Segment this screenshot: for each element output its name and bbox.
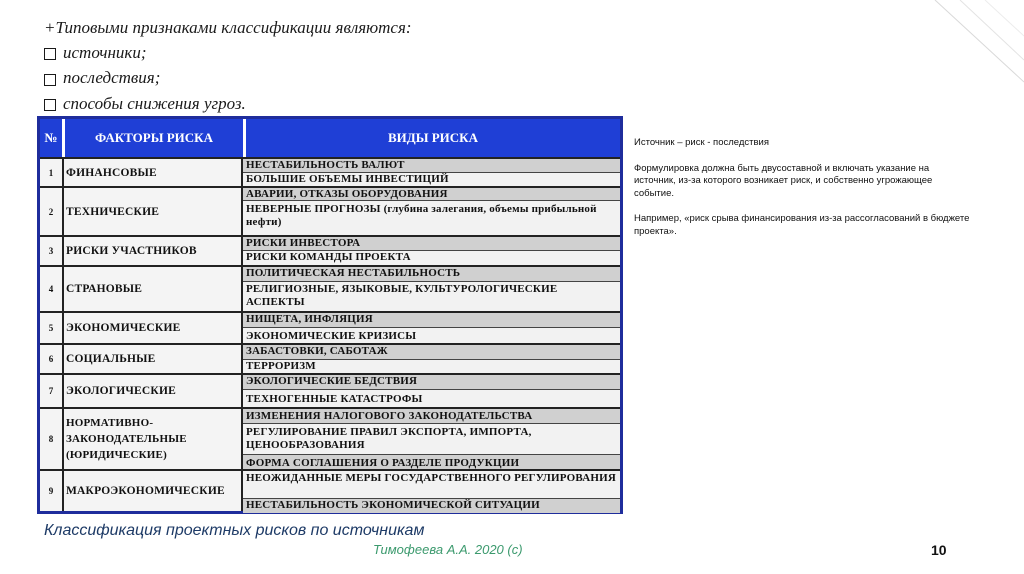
risk-type: ЭКОЛОГИЧЕСКИЕ БЕДСТВИЯ	[243, 375, 620, 390]
risk-types	[243, 375, 620, 407]
table-row	[40, 186, 620, 235]
risk-factor: ЭКОЛОГИЧЕСКИЕ	[62, 375, 243, 407]
bullet-item-sources	[44, 41, 147, 66]
risk-factor: СОЦИАЛЬНЫЕ	[62, 345, 243, 373]
intro-heading: +Типовыми признаками классификации являются:	[44, 18, 412, 37]
bullet-item-consequences	[44, 66, 160, 91]
table-row	[40, 343, 620, 373]
note-wording-rule: Формулировка должна быть двусоставной и включать указание на источник, из-за которого возникает риск, и собственно угрожающее событие.	[634, 162, 933, 199]
bullet-text: источники;	[63, 42, 147, 62]
row-number: 5	[40, 313, 64, 343]
risk-type: ТЕРРОРИЗМ	[243, 360, 620, 375]
table-caption: Классификация проектных рисков по источникам	[44, 522, 425, 539]
risk-type: НЕСТАБИЛЬНОСТЬ ЭКОНОМИЧЕСКОЙ СИТУАЦИИ	[243, 499, 620, 513]
table-row	[40, 407, 620, 469]
header-factors: ФАКТОРЫ РИСКА	[62, 119, 243, 157]
row-number: 6	[40, 345, 64, 373]
risk-type: БОЛЬШИЕ ОБЪЕМЫ ИНВЕСТИЦИЙ	[243, 173, 620, 188]
note-formula: Источник – риск - последствия	[634, 137, 769, 148]
risk-factor: НОРМАТИВНО-ЗАКОНОДАТЕЛЬНЫЕ (ЮРИДИЧЕСКИЕ)	[62, 409, 243, 469]
risk-type: НЕВЕРНЫЕ ПРОГНОЗЫ (глубина залегания, объемы прибыльной нефти)	[243, 201, 620, 237]
risk-types	[243, 188, 620, 235]
row-number: 9	[40, 471, 64, 511]
risk-factor: РИСКИ УЧАСТНИКОВ	[62, 237, 243, 265]
risk-classification-table	[37, 116, 623, 514]
page-number: 10	[931, 542, 947, 558]
risk-factor: ЭКОНОМИЧЕСКИЕ	[62, 313, 243, 343]
bullet-text: последствия;	[63, 68, 161, 88]
table-row	[40, 469, 620, 511]
table-row	[40, 373, 620, 407]
risk-types	[243, 313, 620, 343]
risk-type: РИСКИ КОМАНДЫ ПРОЕКТА	[243, 251, 620, 267]
risk-types	[243, 345, 620, 373]
note-example: Например, «риск срыва финансирования из-за рассогласований в бюджете проекта».	[634, 213, 970, 237]
risk-type: РИСКИ ИНВЕСТОРА	[243, 237, 620, 251]
checkbox-bullet-icon	[44, 99, 56, 111]
table-header	[40, 119, 620, 157]
risk-type: ЭКОНОМИЧЕСКИЕ КРИЗИСЫ	[243, 328, 620, 345]
risk-type: РЕЛИГИОЗНЫЕ, ЯЗЫКОВЫЕ, КУЛЬТУРОЛОГИЧЕСКИЕ АСПЕКТЫ	[243, 282, 620, 313]
risk-type: ФОРМА СОГЛАШЕНИЯ О РАЗДЕЛЕ ПРОДУКЦИИ	[243, 455, 620, 471]
risk-types	[243, 409, 620, 469]
table-row	[40, 311, 620, 343]
row-number: 7	[40, 375, 64, 407]
author-footer: Тимофеева А.А. 2020 (с)	[373, 542, 523, 557]
table-row	[40, 157, 620, 186]
risk-type: РЕГУЛИРОВАНИЕ ПРАВИЛ ЭКСПОРТА, ИМПОРТА, ЦЕНООБРАЗОВАНИЯ	[243, 424, 620, 455]
risk-type: НИЩЕТА, ИНФЛЯЦИЯ	[243, 313, 620, 328]
risk-factor: ФИНАНСОВЫЕ	[62, 159, 243, 186]
risk-factor: МАКРОЭКОНОМИЧЕСКИЕ	[62, 471, 243, 511]
checkbox-bullet-icon	[44, 48, 56, 60]
header-number: №	[44, 130, 58, 145]
bullet-item-mitigation	[44, 92, 246, 117]
bullet-text: способы снижения угроз.	[63, 94, 246, 113]
risk-type: ИЗМЕНЕНИЯ НАЛОГОВОГО ЗАКОНОДАТЕЛЬСТВА	[243, 409, 620, 424]
speaker-notes	[634, 137, 972, 252]
risk-type: НЕОЖИДАННЫЕ МЕРЫ ГОСУДАРСТВЕННОГО РЕГУЛИРОВАНИЯ	[243, 471, 620, 499]
risk-types	[243, 237, 620, 265]
risk-type: ТЕХНОГЕННЫЕ КАТАСТРОФЫ	[243, 390, 620, 409]
risk-type: ПОЛИТИЧЕСКАЯ НЕСТАБИЛЬНОСТЬ	[243, 267, 620, 282]
row-number: 2	[40, 188, 64, 235]
risk-factor: СТРАНОВЫЕ	[62, 267, 243, 311]
risk-types	[243, 471, 620, 511]
risk-factor: ТЕХНИЧЕСКИЕ	[62, 188, 243, 235]
risk-type: ЗАБАСТОВКИ, САБОТАЖ	[243, 345, 620, 360]
table-row	[40, 235, 620, 265]
risk-type: НЕСТАБИЛЬНОСТЬ ВАЛЮТ	[243, 159, 620, 173]
row-number: 3	[40, 237, 64, 265]
header-types: ВИДЫ РИСКА	[243, 119, 620, 157]
row-number: 4	[40, 267, 64, 311]
row-number: 1	[40, 159, 64, 186]
risk-types	[243, 267, 620, 311]
row-number: 8	[40, 409, 64, 469]
intro-block	[44, 16, 412, 118]
risk-types	[243, 159, 620, 186]
risk-type: АВАРИИ, ОТКАЗЫ ОБОРУДОВАНИЯ	[243, 188, 620, 201]
checkbox-bullet-icon	[44, 74, 56, 86]
table-row	[40, 265, 620, 311]
